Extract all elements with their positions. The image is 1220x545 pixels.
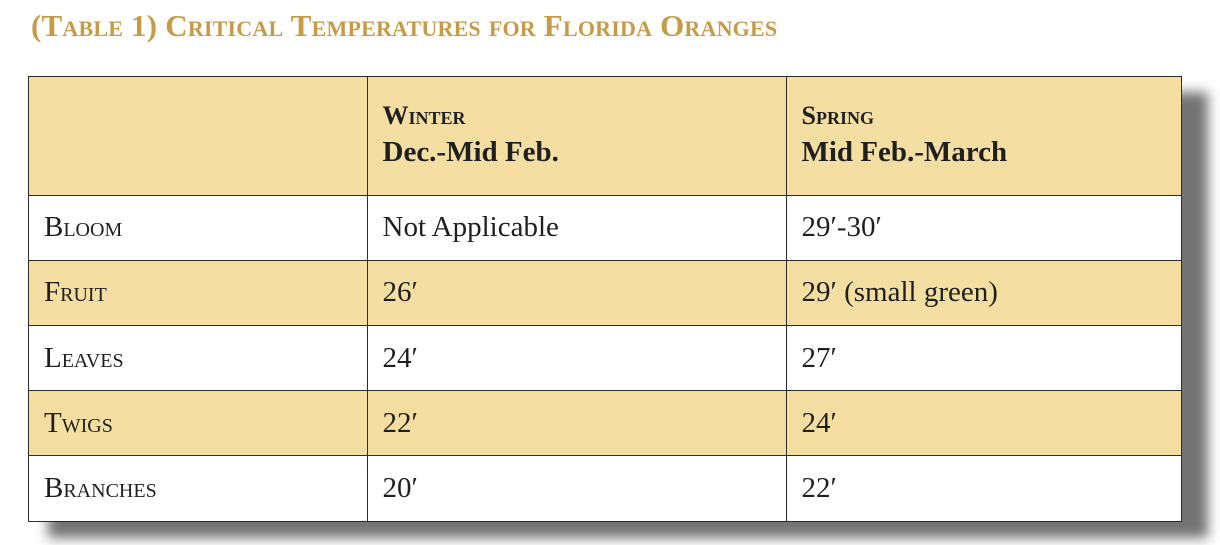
- winter-date-range: Dec.-Mid Feb.: [382, 135, 559, 168]
- table-row: [29, 391, 1181, 456]
- row-label-fruit: Fruit: [29, 260, 367, 325]
- winter-season-label: Winter: [382, 100, 466, 130]
- cell-branches-spring: 22′: [786, 456, 1181, 521]
- cell-leaves-winter: 24′: [367, 326, 786, 391]
- temperature-table: [29, 77, 1181, 521]
- critical-temperatures-table: [28, 76, 1182, 522]
- cell-fruit-spring: 29′ (small green): [786, 260, 1181, 325]
- header-corner-cell: [29, 77, 367, 195]
- spring-season-label: Spring: [801, 100, 874, 130]
- cell-leaves-spring: 27′: [786, 326, 1181, 391]
- row-label-leaves: Leaves: [29, 326, 367, 391]
- table-row: [29, 326, 1181, 391]
- table-title: (Table 1) Critical Temperatures for Florida Oranges: [31, 8, 778, 43]
- table-row: [29, 456, 1181, 521]
- table-row: [29, 195, 1181, 260]
- cell-twigs-spring: 24′: [786, 391, 1181, 456]
- cell-bloom-winter: Not Applicable: [367, 195, 786, 260]
- cell-fruit-winter: 26′: [367, 260, 786, 325]
- row-label-branches: Branches: [29, 456, 367, 521]
- cell-branches-winter: 20′: [367, 456, 786, 521]
- cell-twigs-winter: 22′: [367, 391, 786, 456]
- header-winter: [367, 77, 786, 195]
- header-row: [29, 77, 1181, 195]
- row-label-bloom: Bloom: [29, 195, 367, 260]
- header-spring: [786, 77, 1181, 195]
- table-row: [29, 260, 1181, 325]
- cell-bloom-spring: 29′-30′: [786, 195, 1181, 260]
- spring-date-range: Mid Feb.-March: [801, 135, 1008, 168]
- row-label-twigs: Twigs: [29, 391, 367, 456]
